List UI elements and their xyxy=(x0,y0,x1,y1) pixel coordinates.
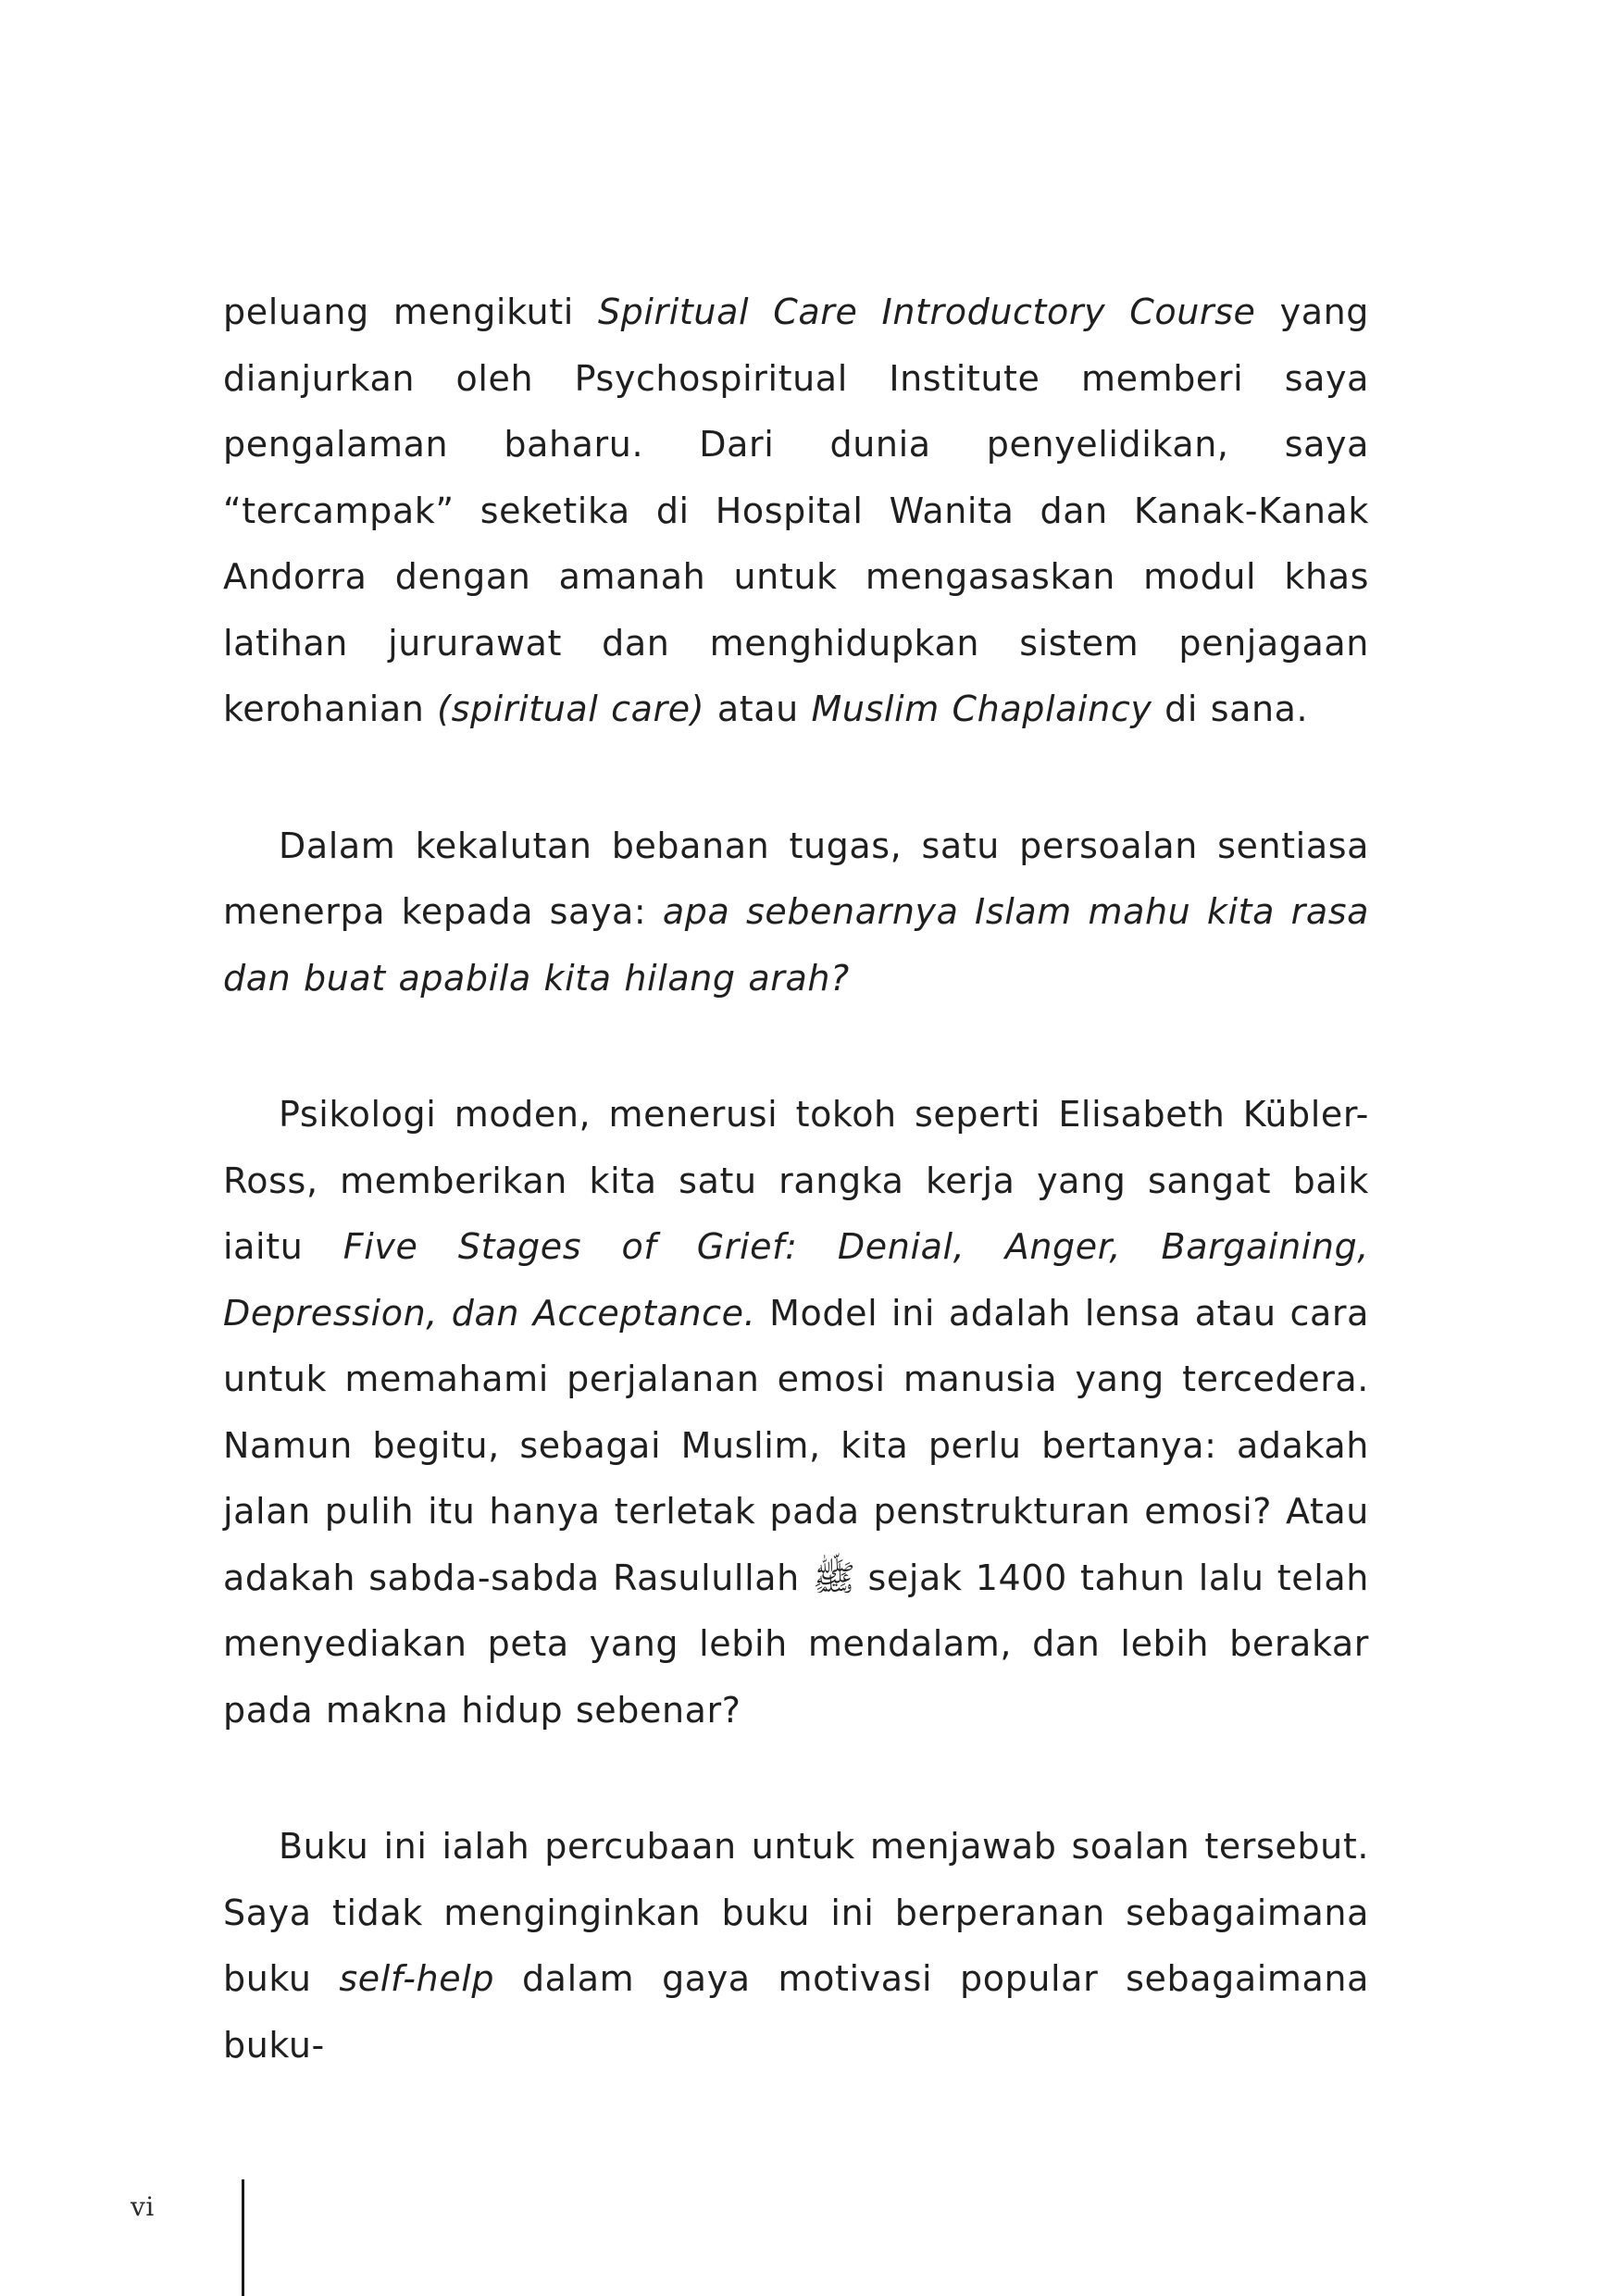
paragraph-2 xyxy=(223,813,1369,1012)
paragraph-3 xyxy=(223,1082,1369,1744)
text-run: Dalam kekalutan bebanan tugas, satu persoalan sentiasa menerpa kepada saya: xyxy=(223,825,1369,932)
text-run: atau xyxy=(704,689,812,729)
text-run: yang dianjurkan oleh Psychospiritual Institute memberi saya pengalaman baharu. Dari dunia penyelidikan, saya “tercampak” seketika di Hospital Wanita dan Kanak-Kanak Andorra dengan amanah untuk mengasaskan modul khas latihan jururawat dan menghidupkan sistem penjagaan kerohanian xyxy=(223,292,1369,729)
italic-text: apa sebenarnya Islam mahu kita rasa dan buat apabila kita hilang arah? xyxy=(223,891,1369,999)
text-run: Psikologi moden, menerusi tokoh seperti Elisabeth Kübler-Ross, memberikan kita satu rangka kerja yang sangat baik iaitu xyxy=(223,1094,1369,1267)
page-edge-rule xyxy=(242,2179,244,2296)
text-run: dalam gaya motivasi popular sebagaimana buku- xyxy=(223,1958,1369,2066)
text-run: di sana. xyxy=(1152,689,1309,729)
text-run: peluang mengikuti xyxy=(223,292,598,332)
body-text xyxy=(223,279,1369,2149)
italic-text: Spiritual Care Introductory Course xyxy=(597,292,1256,332)
paragraph-1 xyxy=(223,279,1369,743)
text-run: Buku ini ialah percubaan untuk menjawab soalan tersebut. Saya tidak menginginkan buku ini berperanan sebagaimana buku xyxy=(223,1826,1369,1999)
page-number: vi xyxy=(131,2191,155,2222)
paragraph-4 xyxy=(223,1814,1369,2079)
italic-text: Five Stages of Grief: Denial, Anger, Bargaining, Depression, dan Acceptance. xyxy=(223,1226,1369,1334)
italic-text: self-help xyxy=(339,1958,495,1999)
text-run: Model ini adalah lensa atau cara untuk memahami perjalanan emosi manusia yang tercedera. Namun begitu, sebagai Muslim, kita perlu bertanya: adakah jalan pulih itu hanya terletak pada penstrukturan emosi? Atau adakah sabda-sabda Rasulullah ﷺ sejak 1400 tahun lalu telah menyediakan peta yang lebih mendalam, dan lebih berakar pada makna hidup sebenar? xyxy=(223,1292,1370,1731)
italic-text: Muslim Chaplaincy xyxy=(811,689,1152,729)
italic-text: (spiritual care) xyxy=(437,689,705,729)
